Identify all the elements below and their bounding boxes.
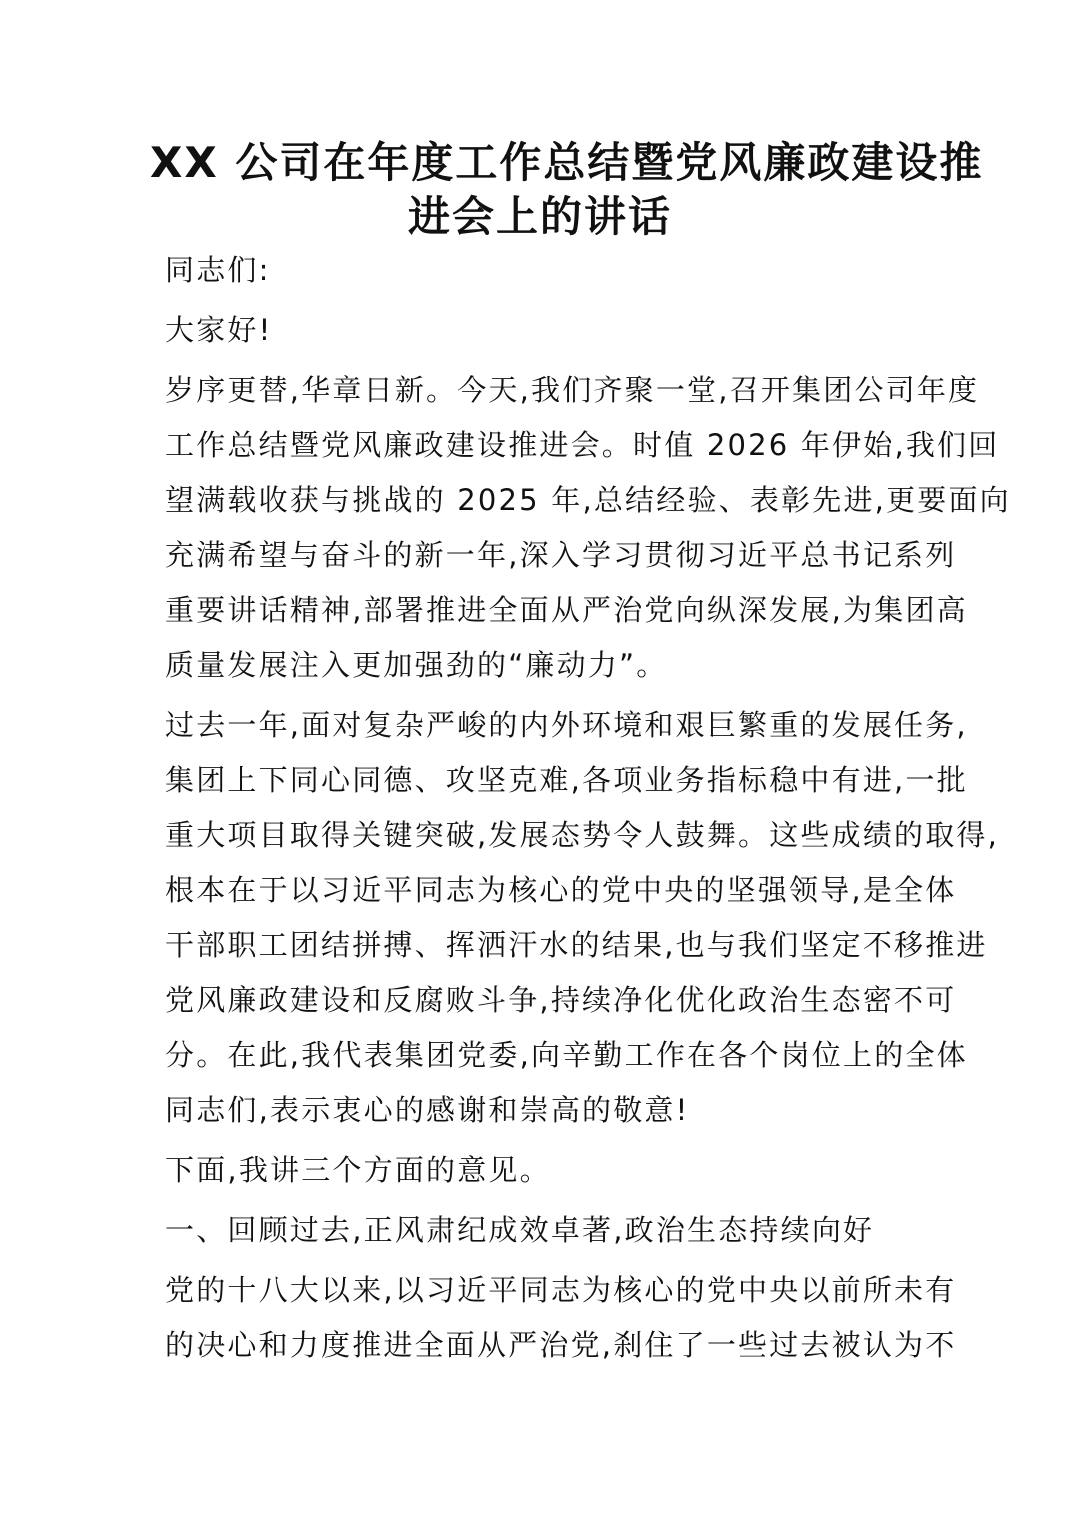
- body-line: 党风廉政建设和反腐败斗争,持续净化优化政治生态密不可: [165, 983, 957, 1017]
- body-line: 质量发展注入更加强劲的“廉动力”。: [165, 648, 668, 682]
- salutation: 同志们:: [165, 253, 271, 287]
- body-line: 分。在此,我代表集团党委,向辛勤工作在各个岗位上的全体: [165, 1038, 968, 1072]
- body-line: 重要讲话精神,部署推进全面从严治党向纵深发展,为集团高: [165, 593, 968, 627]
- body-line: 望满载收获与挑战的 2025 年,总结经验、表彰先进,更要面向: [165, 483, 1011, 517]
- body-line: 工作总结暨党风廉政建设推进会。时值 2026 年伊始,我们回: [165, 428, 1000, 462]
- body-line: 集团上下同心同德、攻坚克难,各项业务指标稳中有进,一批: [165, 763, 968, 797]
- body-line: 同志们,表示衷心的感谢和崇高的敬意!: [165, 1093, 690, 1127]
- body-line: 重大项目取得关键突破,发展态势令人鼓舞。这些成绩的取得,: [165, 818, 1000, 852]
- body-line: 党的十八大以来,以习近平同志为核心的党中央以前所未有: [165, 1273, 957, 1307]
- section-heading: 一、回顾过去,正风肃纪成效卓著,政治生态持续向好: [165, 1213, 875, 1247]
- body-line: 根本在于以习近平同志为核心的党中央的坚强领导,是全体: [165, 873, 957, 907]
- body-line: 的决心和力度推进全面从严治党,刹住了一些过去被认为不: [165, 1328, 957, 1362]
- body-line: 下面,我讲三个方面的意见。: [165, 1153, 551, 1187]
- body-line: 充满希望与奋斗的新一年,深入学习贯彻习近平总书记系列: [165, 538, 957, 572]
- body-line: 干部职工团结拼搏、挥洒汗水的结果,也与我们坚定不移推进: [165, 928, 988, 962]
- document-title-line-2: 进会上的讲话: [407, 192, 672, 241]
- body-line: 岁序更替,华章日新。今天,我们齐聚一堂,召开集团公司年度: [165, 373, 980, 407]
- document-title-line-1: XX 公司在年度工作总结暨党风廉政建设推: [150, 138, 984, 187]
- body-line: 过去一年,面对复杂严峻的内外环境和艰巨繁重的发展任务,: [165, 708, 968, 742]
- greeting: 大家好!: [165, 313, 273, 347]
